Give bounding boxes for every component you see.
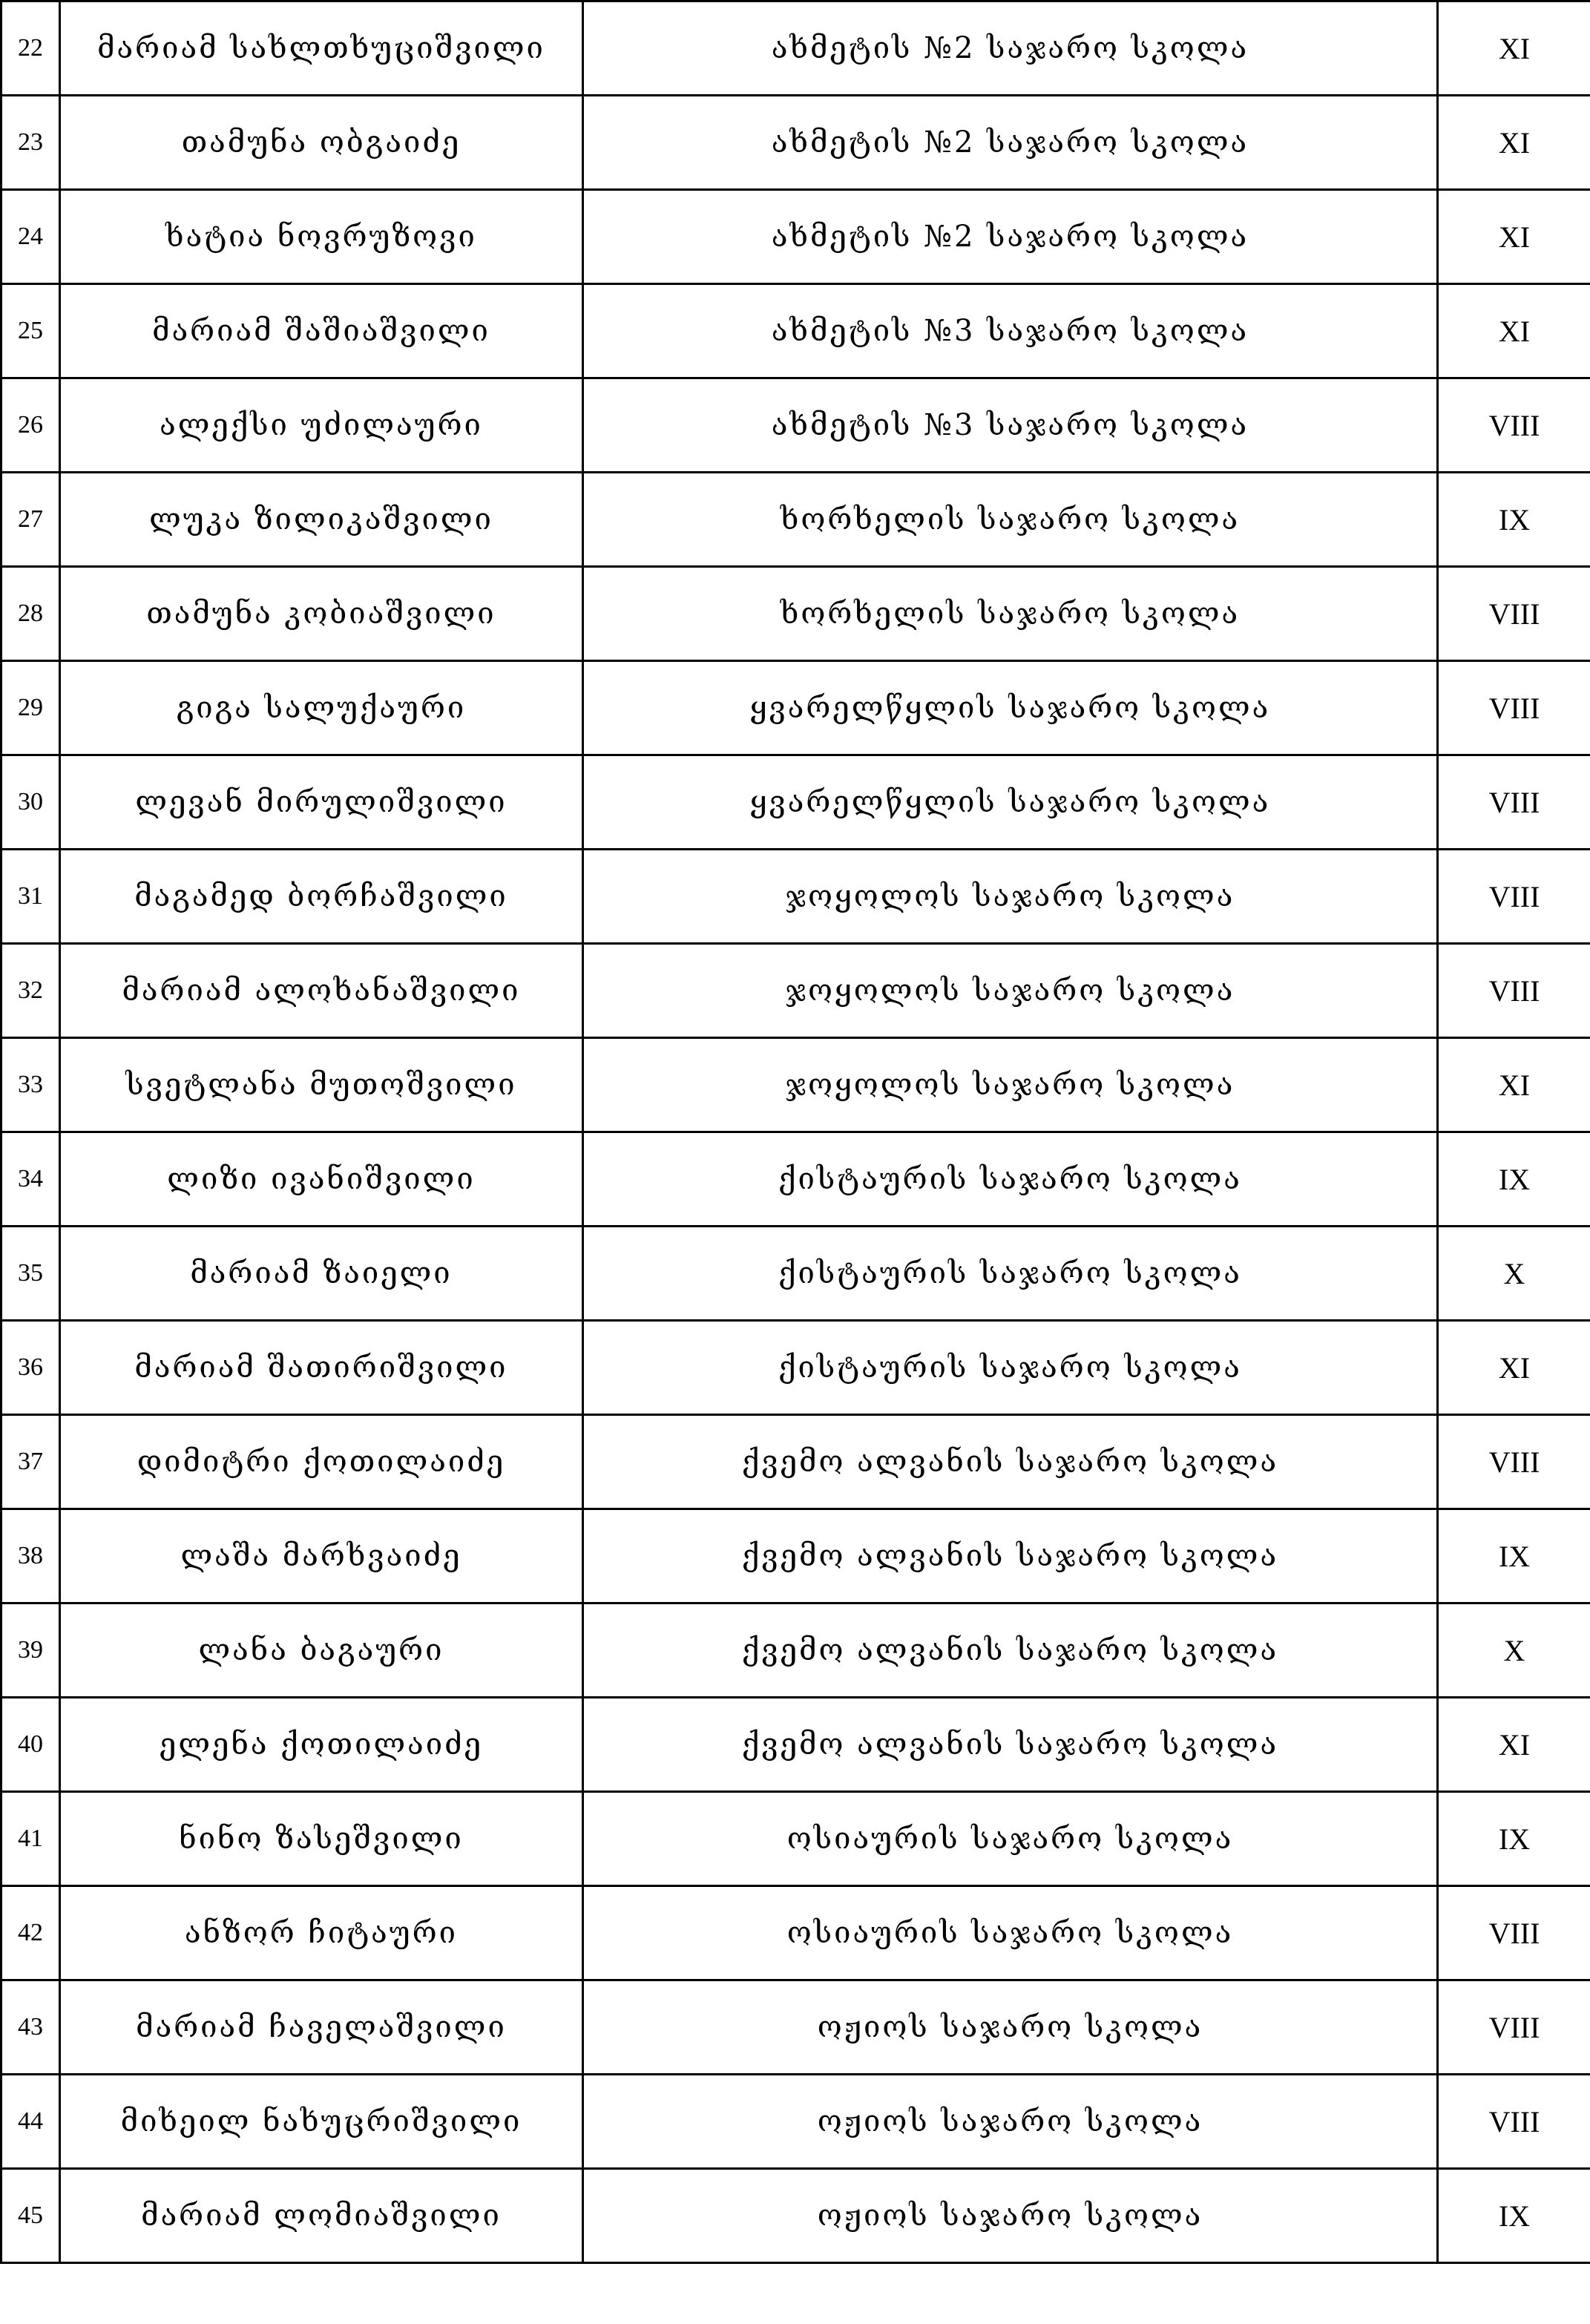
row-number: 37 <box>1 1415 60 1509</box>
grade-level: X <box>1438 1227 1590 1321</box>
row-number: 33 <box>1 1038 60 1132</box>
student-name: მარიამ სახლთხუციშვილი <box>60 1 583 96</box>
table-row <box>1 1321 1590 1415</box>
table-row <box>1 1604 1590 1698</box>
student-name: ნინო ზასეშვილი <box>60 1792 583 1886</box>
grade-level: XI <box>1438 1 1590 96</box>
school-name: ახმეტის №2 საჯარო სკოლა <box>583 96 1438 190</box>
row-number: 45 <box>1 2169 60 2263</box>
roster-body <box>1 1 1590 2263</box>
grade-level: XI <box>1438 284 1590 378</box>
row-number: 34 <box>1 1132 60 1227</box>
student-name: მიხეილ ნახუცრიშვილი <box>60 2075 583 2169</box>
table-row <box>1 944 1590 1038</box>
table-row <box>1 1792 1590 1886</box>
grade-level: VIII <box>1438 2075 1590 2169</box>
student-name: მარიამ ზაიელი <box>60 1227 583 1321</box>
student-name: მარიამ ლომიაშვილი <box>60 2169 583 2263</box>
row-number: 42 <box>1 1886 60 1980</box>
grade-level: VIII <box>1438 850 1590 944</box>
student-name: ელენა ქოთილაიძე <box>60 1698 583 1792</box>
student-name: ლიზი ივანიშვილი <box>60 1132 583 1227</box>
school-name: ოჟიოს საჯარო სკოლა <box>583 1980 1438 2075</box>
school-name: ჯოყოლოს საჯარო სკოლა <box>583 944 1438 1038</box>
row-number: 22 <box>1 1 60 96</box>
table-row <box>1 1698 1590 1792</box>
row-number: 25 <box>1 284 60 378</box>
grade-level: IX <box>1438 1792 1590 1886</box>
grade-level: XI <box>1438 190 1590 284</box>
table-row <box>1 850 1590 944</box>
student-name: ანზორ ჩიტაური <box>60 1886 583 1980</box>
school-name: ხორხელის საჯარო სკოლა <box>583 473 1438 567</box>
row-number: 41 <box>1 1792 60 1886</box>
row-number: 39 <box>1 1604 60 1698</box>
table-row <box>1 473 1590 567</box>
student-name: თამუნა ობგაიძე <box>60 96 583 190</box>
table-row <box>1 190 1590 284</box>
school-name: ყვარელწყლის საჯარო სკოლა <box>583 755 1438 850</box>
school-name: ყვარელწყლის საჯარო სკოლა <box>583 661 1438 755</box>
table-row <box>1 96 1590 190</box>
table-row <box>1 2075 1590 2169</box>
table-row <box>1 1227 1590 1321</box>
grade-level: IX <box>1438 473 1590 567</box>
table-row <box>1 661 1590 755</box>
school-name: ქვემო ალვანის საჯარო სკოლა <box>583 1415 1438 1509</box>
row-number: 38 <box>1 1509 60 1604</box>
table-row <box>1 755 1590 850</box>
row-number: 23 <box>1 96 60 190</box>
student-name: სვეტლანა მუთოშვილი <box>60 1038 583 1132</box>
school-name: ქისტაურის საჯარო სკოლა <box>583 1227 1438 1321</box>
school-name: ახმეტის №2 საჯარო სკოლა <box>583 1 1438 96</box>
student-name: ალექსი უძილაური <box>60 378 583 473</box>
table-row <box>1 1132 1590 1227</box>
student-name: თამუნა კობიაშვილი <box>60 567 583 661</box>
student-name: გიგა სალუქაური <box>60 661 583 755</box>
table-row <box>1 378 1590 473</box>
row-number: 44 <box>1 2075 60 2169</box>
student-name: ლუკა ზილიკაშვილი <box>60 473 583 567</box>
grade-level: VIII <box>1438 1415 1590 1509</box>
school-name: ოჟიოს საჯარო სკოლა <box>583 2169 1438 2263</box>
grade-level: VIII <box>1438 755 1590 850</box>
row-number: 29 <box>1 661 60 755</box>
student-name: ლანა ბაგაური <box>60 1604 583 1698</box>
student-name: დიმიტრი ქოთილაიძე <box>60 1415 583 1509</box>
row-number: 30 <box>1 755 60 850</box>
grade-level: VIII <box>1438 567 1590 661</box>
grade-level: XI <box>1438 1038 1590 1132</box>
school-name: ქვემო ალვანის საჯარო სკოლა <box>583 1509 1438 1604</box>
table-row <box>1 567 1590 661</box>
school-name: ჯოყოლოს საჯარო სკოლა <box>583 850 1438 944</box>
student-name: მარიამ შათირიშვილი <box>60 1321 583 1415</box>
student-name: მაგამედ ბორჩაშვილი <box>60 850 583 944</box>
grade-level: VIII <box>1438 661 1590 755</box>
student-name: ხატია ნოვრუზოვი <box>60 190 583 284</box>
school-name: ქვემო ალვანის საჯარო სკოლა <box>583 1604 1438 1698</box>
school-name: ჯოყოლოს საჯარო სკოლა <box>583 1038 1438 1132</box>
grade-level: IX <box>1438 1132 1590 1227</box>
row-number: 40 <box>1 1698 60 1792</box>
row-number: 31 <box>1 850 60 944</box>
school-name: ოსიაურის საჯარო სკოლა <box>583 1886 1438 1980</box>
row-number: 43 <box>1 1980 60 2075</box>
grade-level: VIII <box>1438 1980 1590 2075</box>
row-number: 24 <box>1 190 60 284</box>
row-number: 28 <box>1 567 60 661</box>
student-name: მარიამ შაშიაშვილი <box>60 284 583 378</box>
row-number: 32 <box>1 944 60 1038</box>
school-name: ოჟიოს საჯარო სკოლა <box>583 2075 1438 2169</box>
table-row <box>1 1038 1590 1132</box>
row-number: 35 <box>1 1227 60 1321</box>
school-name: ქისტაურის საჯარო სკოლა <box>583 1321 1438 1415</box>
table-row <box>1 1980 1590 2075</box>
table-row <box>1 2169 1590 2263</box>
grade-level: IX <box>1438 1509 1590 1604</box>
grade-level: VIII <box>1438 1886 1590 1980</box>
student-name: ლაშა მარხვაიძე <box>60 1509 583 1604</box>
row-number: 27 <box>1 473 60 567</box>
grade-level: XI <box>1438 1698 1590 1792</box>
row-number: 36 <box>1 1321 60 1415</box>
grade-level: VIII <box>1438 944 1590 1038</box>
student-name: მარიამ ჩაველაშვილი <box>60 1980 583 2075</box>
school-name: ახმეტის №2 საჯარო სკოლა <box>583 190 1438 284</box>
table-row <box>1 284 1590 378</box>
student-name: მარიამ ალოხანაშვილი <box>60 944 583 1038</box>
school-name: ქისტაურის საჯარო სკოლა <box>583 1132 1438 1227</box>
grade-level: IX <box>1438 2169 1590 2263</box>
grade-level: XI <box>1438 1321 1590 1415</box>
table-row <box>1 1415 1590 1509</box>
row-number: 26 <box>1 378 60 473</box>
grade-level: XI <box>1438 96 1590 190</box>
table-row <box>1 1 1590 96</box>
school-name: ქვემო ალვანის საჯარო სკოლა <box>583 1698 1438 1792</box>
school-name: ახმეტის №3 საჯარო სკოლა <box>583 378 1438 473</box>
school-name: ხორხელის საჯარო სკოლა <box>583 567 1438 661</box>
grade-level: VIII <box>1438 378 1590 473</box>
school-name: ახმეტის №3 საჯარო სკოლა <box>583 284 1438 378</box>
table-row <box>1 1509 1590 1604</box>
school-name: ოსიაურის საჯარო სკოლა <box>583 1792 1438 1886</box>
student-name: ლევან მირულიშვილი <box>60 755 583 850</box>
table-row <box>1 1886 1590 1980</box>
grade-level: X <box>1438 1604 1590 1698</box>
